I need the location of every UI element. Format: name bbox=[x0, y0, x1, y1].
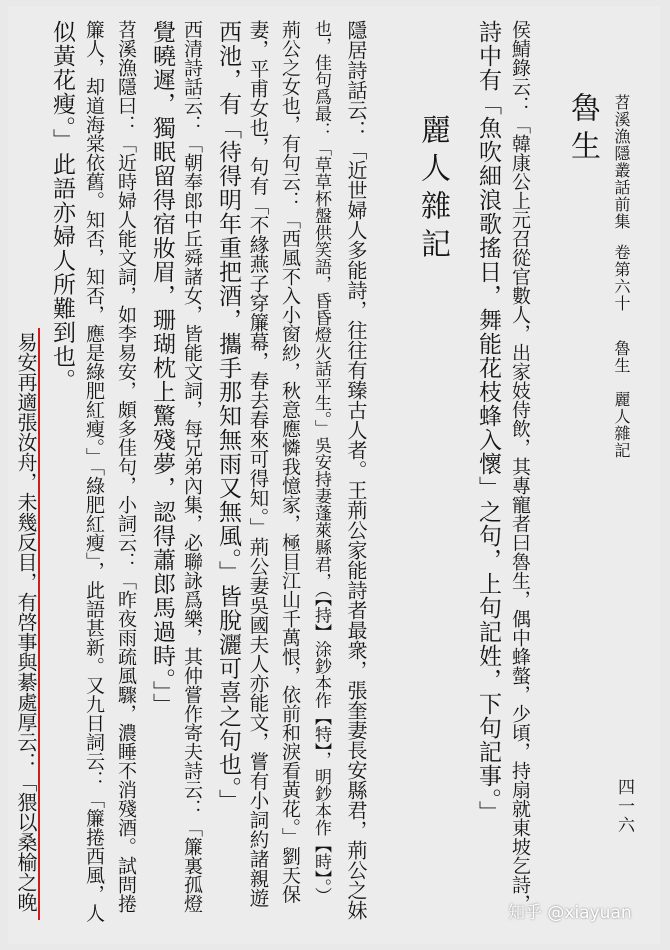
section-label: 魯生 麗人雜記 bbox=[612, 340, 631, 459]
text-column: 荊公之女也，有句云：「西風不入小窗紗，秋意應憐我憶家，極目江山千萬恨，依前和淚看黃花。」劉天保 bbox=[279, 20, 301, 904]
text-column: 妻，平甫女也，句有「不緣燕子穿簾幕，春去春來可得知。」荊公妻吳國夫人亦能文，嘗有小詞約諸親遊 bbox=[246, 20, 270, 908]
running-head bbox=[610, 94, 633, 459]
text-column: 隱居詩話云：「近世婦人多能詩，往往有臻古人者。王荊公家能詩者最衆，張奎妻長安縣君，荊公之妹 bbox=[344, 20, 368, 920]
text-column: 西池，有「待得明年重把酒，攜手那知無雨又無風。」皆脫灑可喜之句也。」 bbox=[215, 20, 241, 813]
red-annotation-line bbox=[38, 328, 40, 920]
text-column: 詩中有「魚吹細浪歌搖日，舞能花枝蜂入懷」之句，上句記姓，下句記事。」 bbox=[475, 20, 501, 825]
text-column: 覺曉遲，獨眠留得宿妝眉，珊瑚枕上驚殘夢，認得蕭郎馬過時。」」 bbox=[149, 20, 175, 717]
watermark: 知乎 @xiayuan bbox=[508, 903, 632, 923]
book-title: 苕溪漁隱叢話前集 bbox=[612, 94, 631, 230]
text-column: 侯鯖錄云：「韓康公上元召從官數人，出家妓侍飲，其專寵者曰魯生，偶中蜂螫，少頃，持扇就東坡乞詩， bbox=[509, 20, 531, 913]
section-title-liren-zaji: 麗人雜記 bbox=[415, 114, 450, 266]
text-column: 苕溪漁隱曰：「近時婦人能文詞，如李易安，頗多佳句，小詞云：「昨夜雨疏風驟，濃睡不消殘酒。試問捲 bbox=[115, 20, 137, 913]
text-column: 也，佳句爲最：「草草杯盤供笑語，昏昏燈火話平生。」吳安持妻蓬萊縣君，（【持】涂鈔本作【特】，明鈔本作【時】。） bbox=[311, 20, 331, 904]
section-title-lusheng: 魯生 bbox=[565, 92, 600, 168]
text-column: 西清詩話云：「朝奉郎中丘舜諸女，皆能文詞，每兄弟內集，必聯詠爲樂，其仲嘗作寄夫詩云：「簾裏孤燈 bbox=[181, 20, 203, 913]
text-column: 易安再適張汝舟，未幾反目，有啓事與綦處厚云：「猥以桑榆之晚 bbox=[14, 332, 38, 912]
page-number: 四一六 bbox=[614, 778, 634, 835]
book-page bbox=[8, 6, 660, 944]
text-column: 簾人，却道海棠依舊。知否，知否，應是綠肥紅瘦。」「綠肥紅瘦」，此語甚新。又九日詞云：「簾捲西風，人 bbox=[83, 20, 105, 923]
text-column: 似黃花瘦。」此語亦婦人所難到也。 bbox=[49, 20, 75, 393]
volume-label: 卷第六十 bbox=[612, 244, 631, 312]
